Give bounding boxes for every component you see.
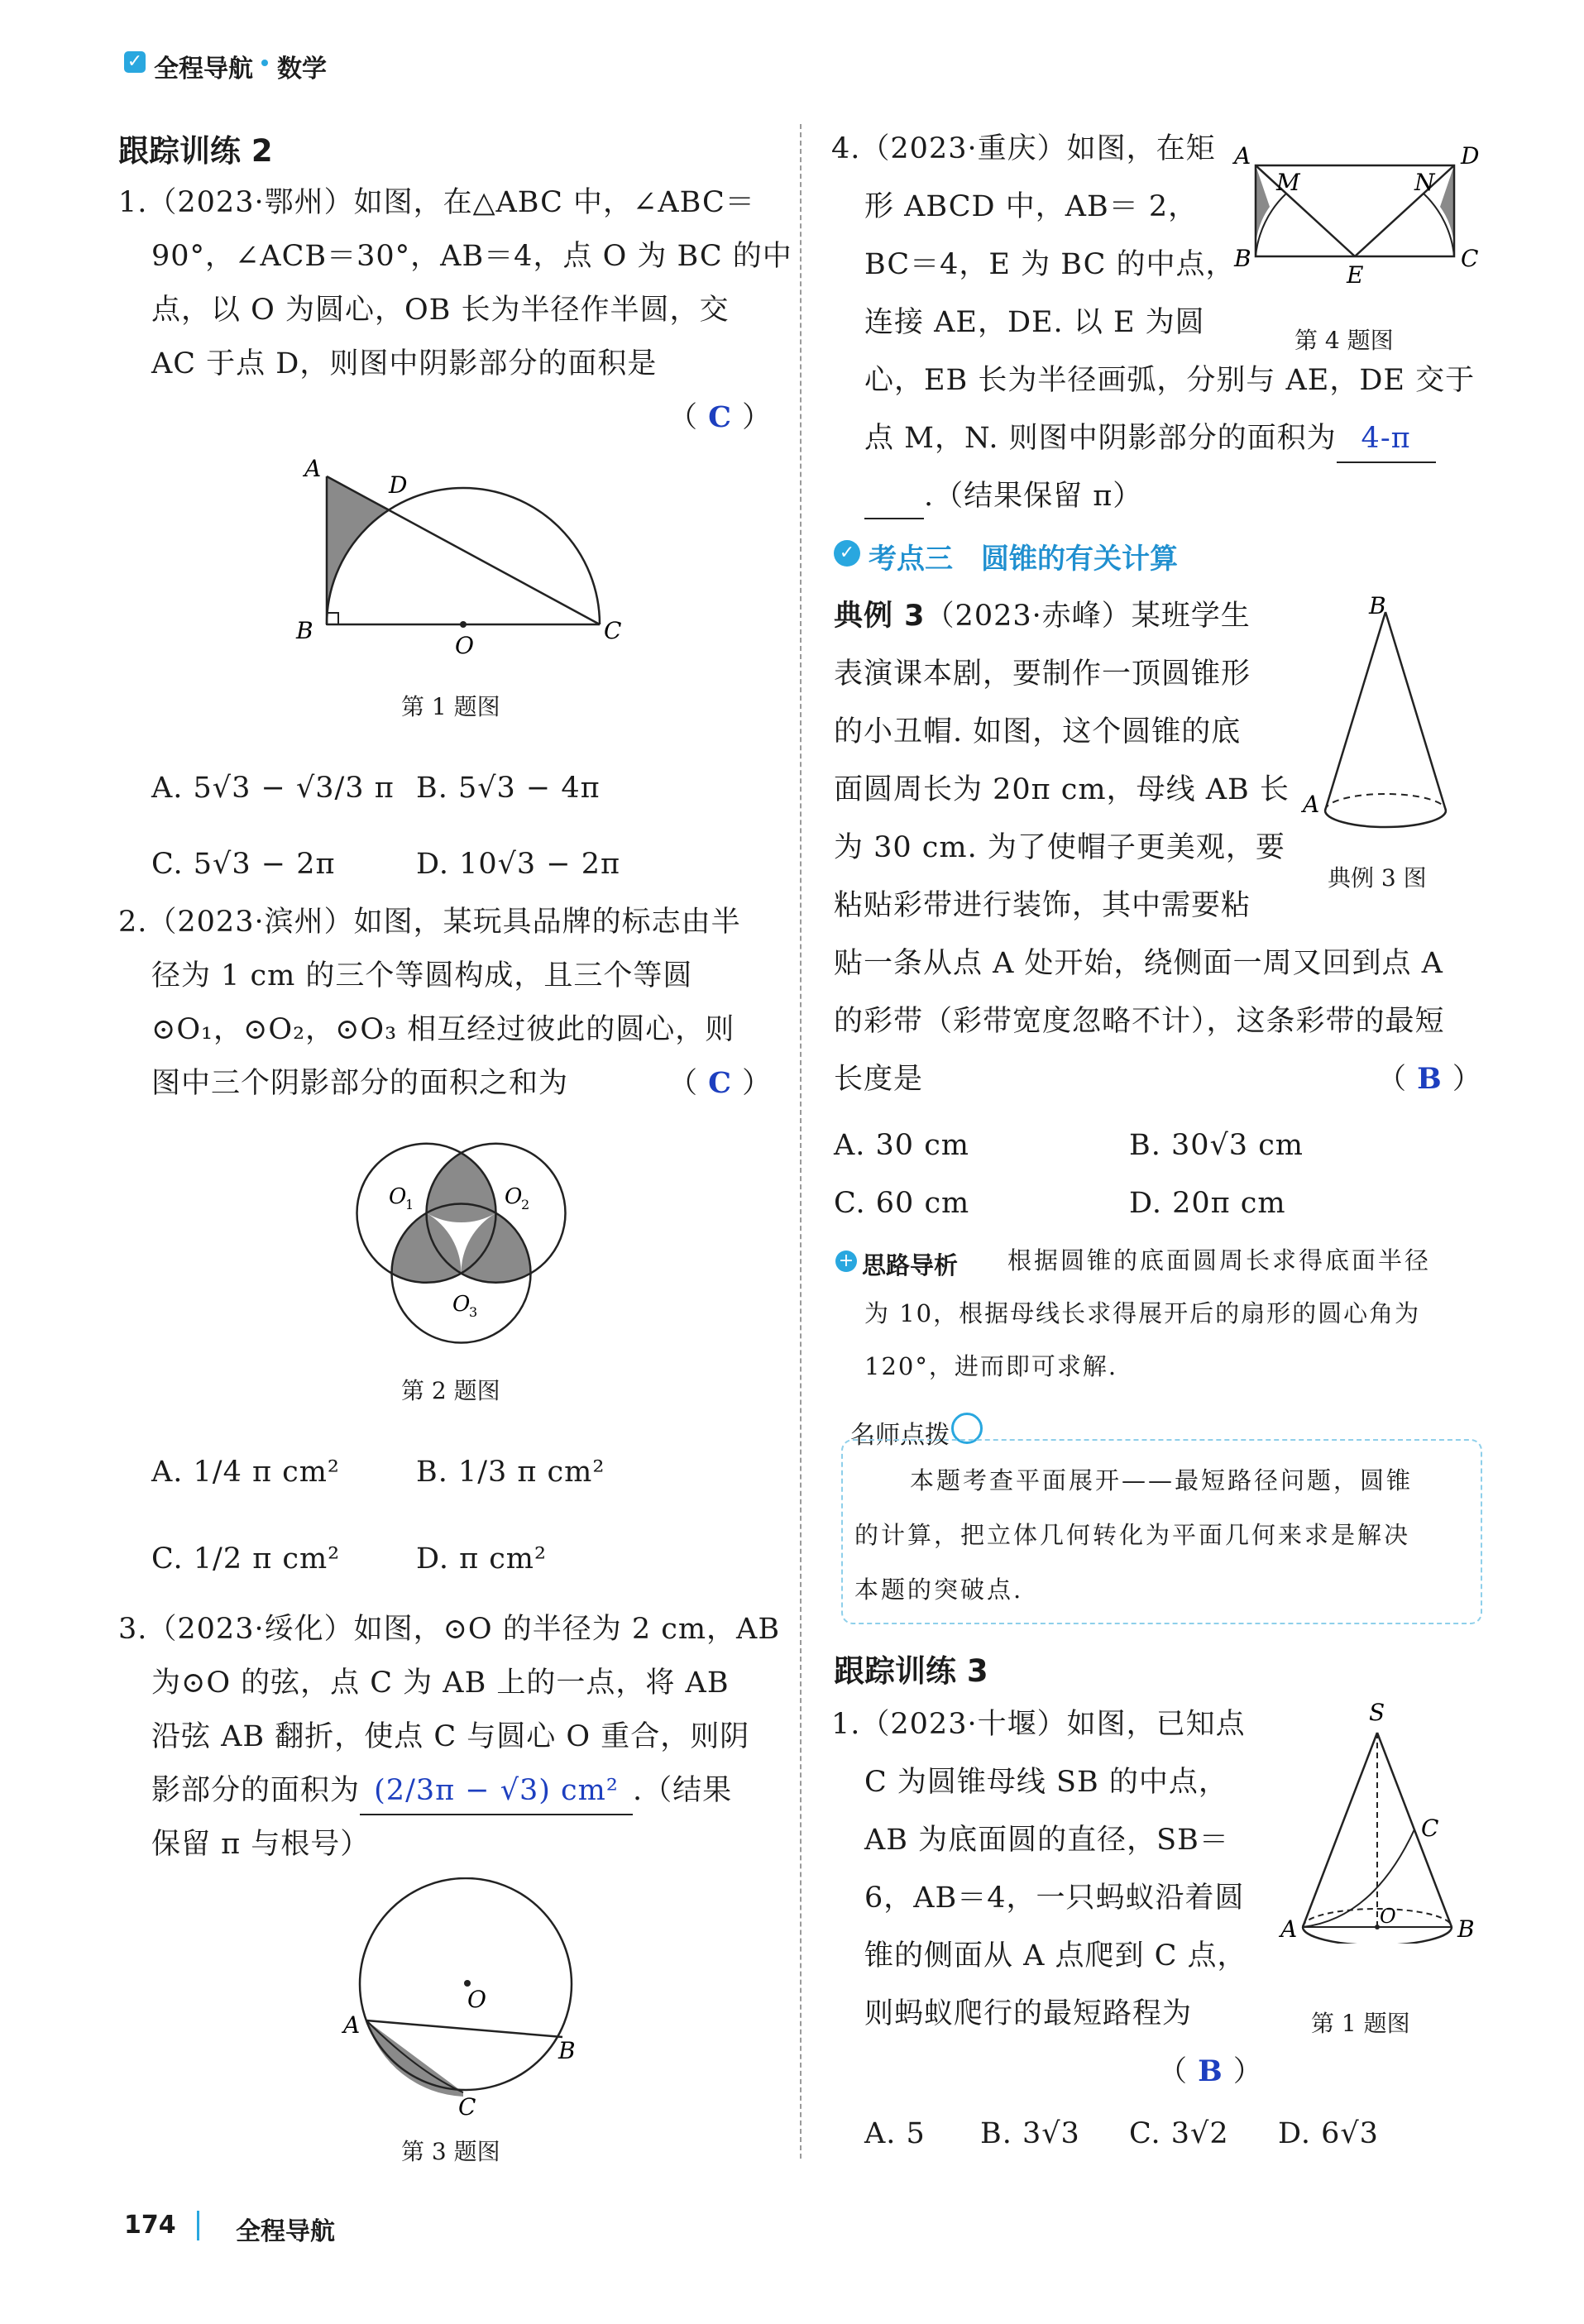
q2-caption: 第 2 题图 [401, 1377, 500, 1404]
svg-text:C: C [1461, 245, 1479, 272]
svg-text:O: O [389, 1184, 407, 1209]
tip-line1: 本题考查平面展开——最短路径问题，圆锥 [910, 1466, 1414, 1494]
example-figure [1299, 595, 1497, 844]
analysis-line1: 根据圆锥的底面圆周长求得底面半径 [1007, 1246, 1432, 1274]
t3q1-line2: C 为圆锥母线 SB 的中点， [864, 1766, 1228, 1799]
q3-line4-start: 影部分的面积为 [151, 1774, 361, 1807]
q2-line4: 图中三个阴影部分的面积之和为 [151, 1067, 569, 1100]
t3q1-caption: 第 1 题图 [1311, 2010, 1410, 2037]
q1-caption: 第 1 题图 [401, 693, 500, 720]
q2-answer: C [708, 1066, 732, 1100]
q1-option-a[interactable]: A. 5√3 − √3/3 π [151, 772, 395, 805]
example-line6: 粘贴彩带进行装饰，其中需要粘 [834, 889, 1251, 922]
q1-line4: AC 于点 D，则图中阴影部分的面积是 [151, 347, 658, 380]
section-title-3: 跟踪训练 3 [834, 1653, 988, 1689]
t3q1-option-b[interactable]: B. 3√3 [980, 2117, 1080, 2150]
t3q1-option-c[interactable]: C. 3√2 [1129, 2117, 1229, 2150]
plus-circle-icon: + [835, 1250, 857, 1272]
analysis-line3: 120°，进而即可求解. [864, 1352, 1118, 1380]
example-option-b[interactable]: B. 30√3 cm [1129, 1129, 1304, 1162]
analysis-label: 思路导析 [862, 1251, 959, 1279]
q4-answer-blank[interactable] [1337, 415, 1436, 463]
q4-line5: 心，EB 长为半径画弧，分别与 AE，DE 交于 [864, 364, 1476, 397]
example-answer: B [1417, 1062, 1443, 1096]
svg-text:B: B [1234, 245, 1251, 272]
svg-text:A: A [1280, 1915, 1298, 1943]
example-line4: 面圆周长为 20π cm，母线 AB 长 [834, 773, 1290, 806]
t3q1-answer: B [1198, 2054, 1223, 2088]
q3-answer-blank[interactable] [360, 1767, 633, 1815]
svg-text:B: B [1369, 595, 1386, 619]
analysis-line2: 为 10，根据母线长求得展开后的扇形的圆心角为 [864, 1299, 1421, 1327]
t3q1-figure [1274, 1695, 1489, 1944]
t3q1-line5: 锥的侧面从 A 点爬到 C 点， [864, 1939, 1247, 1973]
q2-line1: 2.（2023·滨州）如图，某玩具品牌的标志由半 [118, 906, 741, 939]
q2-option-b[interactable]: B. 1/3 π cm² [416, 1456, 605, 1489]
q2-line2: 径为 1 cm 的三个等圆构成，且三个等圆 [151, 959, 693, 992]
footer-divider [197, 2211, 199, 2240]
svg-text:C: C [604, 617, 622, 644]
t3q1-line1: 1.（2023·十堰）如图，已知点 [831, 1708, 1246, 1741]
q3-figure [339, 1877, 587, 2117]
q2-answer-bracket: （ C ） [668, 1066, 773, 1100]
svg-text:O: O [455, 632, 474, 659]
q1-line2: 90°，∠ACB＝30°，AB＝4，点 O 为 BC 的中 [151, 240, 792, 273]
q4-figure [1231, 141, 1495, 298]
q2-figure [331, 1117, 596, 1365]
tip-label-text: 名师点拨 [850, 1421, 950, 1450]
t3q1-answer-bracket: （ B ） [1158, 2054, 1263, 2088]
q1-answer-bracket: （ C ） [668, 400, 773, 434]
q1-option-b[interactable]: B. 5√3 − 4π [416, 772, 601, 805]
svg-text:E: E [1347, 261, 1364, 289]
svg-text:A: A [1303, 791, 1320, 818]
q4-line6-text: 点 M，N. 则图中阴影部分的面积为 [864, 422, 1337, 455]
q3-line1: 3.（2023·绥化）如图，⊙O 的半径为 2 cm，AB [118, 1613, 781, 1646]
q4-answer: 4-π [1361, 422, 1411, 455]
q1-option-c[interactable]: C. 5√3 − 2π [151, 848, 336, 881]
q4-line3: BC＝4，E 为 BC 的中点， [864, 248, 1236, 281]
svg-text:B: B [1457, 1915, 1475, 1943]
t3q1-line4: 6，AB＝4，一只蚂蚁沿着圆 [864, 1882, 1245, 1915]
tip-line2: 的计算，把立体几何转化为平面几何来求是解决 [854, 1521, 1411, 1549]
example-option-a[interactable]: A. 30 cm [834, 1129, 969, 1162]
q4-caption: 第 4 题图 [1294, 327, 1394, 354]
svg-text:S: S [1369, 1699, 1385, 1726]
q3-answer: (2/3π − √3) cm² [374, 1774, 619, 1807]
svg-text:O: O [1380, 1905, 1396, 1928]
q1-figure [290, 447, 637, 670]
q4-line2: 形 ABCD 中，AB＝ 2， [864, 190, 1199, 223]
check-circle-icon: ✓ [834, 540, 860, 567]
q1-option-d[interactable]: D. 10√3 − 2π [416, 848, 621, 881]
svg-text:N: N [1414, 169, 1435, 196]
example-line5: 为 30 cm. 为了使帽子更美观，要 [834, 831, 1285, 864]
q2-option-c[interactable]: C. 1/2 π cm² [151, 1542, 341, 1576]
example-line2: 表演课本剧，要制作一顶圆锥形 [834, 658, 1251, 691]
example-label: 典例 3 [834, 600, 926, 633]
q2-line3: ⊙O₁，⊙O₂，⊙O₃ 相互经过彼此的圆心，则 [151, 1013, 735, 1046]
svg-text:1: 1 [405, 1197, 414, 1212]
svg-text:A: A [1234, 142, 1251, 170]
svg-text:C: C [458, 2093, 476, 2117]
example-answer-bracket: （ B ） [1377, 1062, 1482, 1096]
t3q1-option-d[interactable]: D. 6√3 [1278, 2117, 1379, 2150]
tip-line3: 本题的突破点. [854, 1576, 1024, 1604]
page-number: 174 [124, 2211, 176, 2240]
check-icon: ✓ [124, 51, 146, 73]
q3-line4-end: .（结果 [633, 1774, 733, 1807]
example-line3: 的小丑帽. 如图，这个圆锥的底 [834, 715, 1242, 748]
example-option-d[interactable]: D. 20π cm [1129, 1187, 1286, 1220]
example-option-c[interactable]: C. 60 cm [834, 1187, 970, 1220]
svg-text:D: D [389, 471, 408, 499]
q4-line1: 4.（2023·重庆）如图，在矩 [831, 132, 1216, 165]
svg-text:O: O [452, 1292, 471, 1317]
q2-option-a[interactable]: A. 1/4 π cm² [151, 1456, 340, 1489]
q1-line1: 1.（2023·鄂州）如图，在△ABC 中，∠ABC＝ [118, 186, 755, 219]
q3-caption: 第 3 题图 [401, 2138, 500, 2165]
q3-line2: 为⊙O 的弦，点 C 为 AB 上的一点，将 AB [151, 1666, 730, 1700]
q4-line6 [864, 409, 1436, 467]
example-line7: 贴一条从点 A 处开始，绕侧面一周又回到点 A [834, 947, 1443, 980]
header-dot [261, 60, 268, 66]
svg-text:O: O [467, 1986, 486, 2013]
example-line1 [834, 587, 1251, 645]
t3q1-line3: AB 为底面圆的直径，SB＝ [864, 1824, 1229, 1857]
example-line9: 长度是 [834, 1063, 924, 1096]
svg-text:A: A [343, 2011, 361, 2039]
header-title: 全程导航 [154, 55, 253, 84]
section-title-2: 跟踪训练 2 [118, 133, 273, 169]
q3-line5: 保留 π 与根号） [151, 1828, 371, 1861]
q4-answer-blank-cont [864, 475, 924, 519]
q2-option-d[interactable]: D. π cm² [416, 1542, 548, 1576]
svg-text:B: B [558, 2037, 576, 2064]
q3-line4 [151, 1762, 732, 1820]
column-divider [800, 124, 802, 2159]
svg-text:D: D [1461, 142, 1480, 170]
t3q1-option-a[interactable]: A. 5 [864, 2117, 926, 2150]
q4-line4: 连接 AE，DE. 以 E 为圆 [864, 306, 1205, 339]
svg-text:M: M [1276, 169, 1300, 196]
example-caption: 典例 3 图 [1328, 864, 1427, 892]
svg-text:O: O [505, 1184, 523, 1209]
example-line8: 的彩带（彩带宽度忽略不计），这条彩带的最短 [834, 1005, 1445, 1038]
svg-text:A: A [304, 455, 322, 482]
q4-line7-text: .（结果保留 π） [924, 480, 1143, 513]
svg-text:3: 3 [469, 1304, 478, 1320]
svg-text:B: B [296, 617, 313, 644]
example-line1-text: （2023·赤峰）某班学生 [925, 600, 1251, 633]
header-subject: 数学 [277, 55, 327, 84]
footer-title: 全程导航 [236, 2217, 335, 2246]
q3-line3: 沿弦 AB 翻折，使点 C 与圆心 O 重合，则阴 [151, 1720, 750, 1753]
q4-line7 [864, 467, 1142, 525]
svg-text:2: 2 [521, 1197, 530, 1212]
t3q1-line6: 则蚂蚁爬行的最短路程为 [864, 1997, 1193, 2030]
kaodian-title: 考点三 圆锥的有关计算 [869, 543, 1178, 576]
svg-text:C: C [1421, 1815, 1439, 1842]
q1-answer: C [708, 400, 732, 434]
q1-line3: 点，以 O 为圆心，OB 长为半径作半圆，交 [151, 294, 730, 327]
